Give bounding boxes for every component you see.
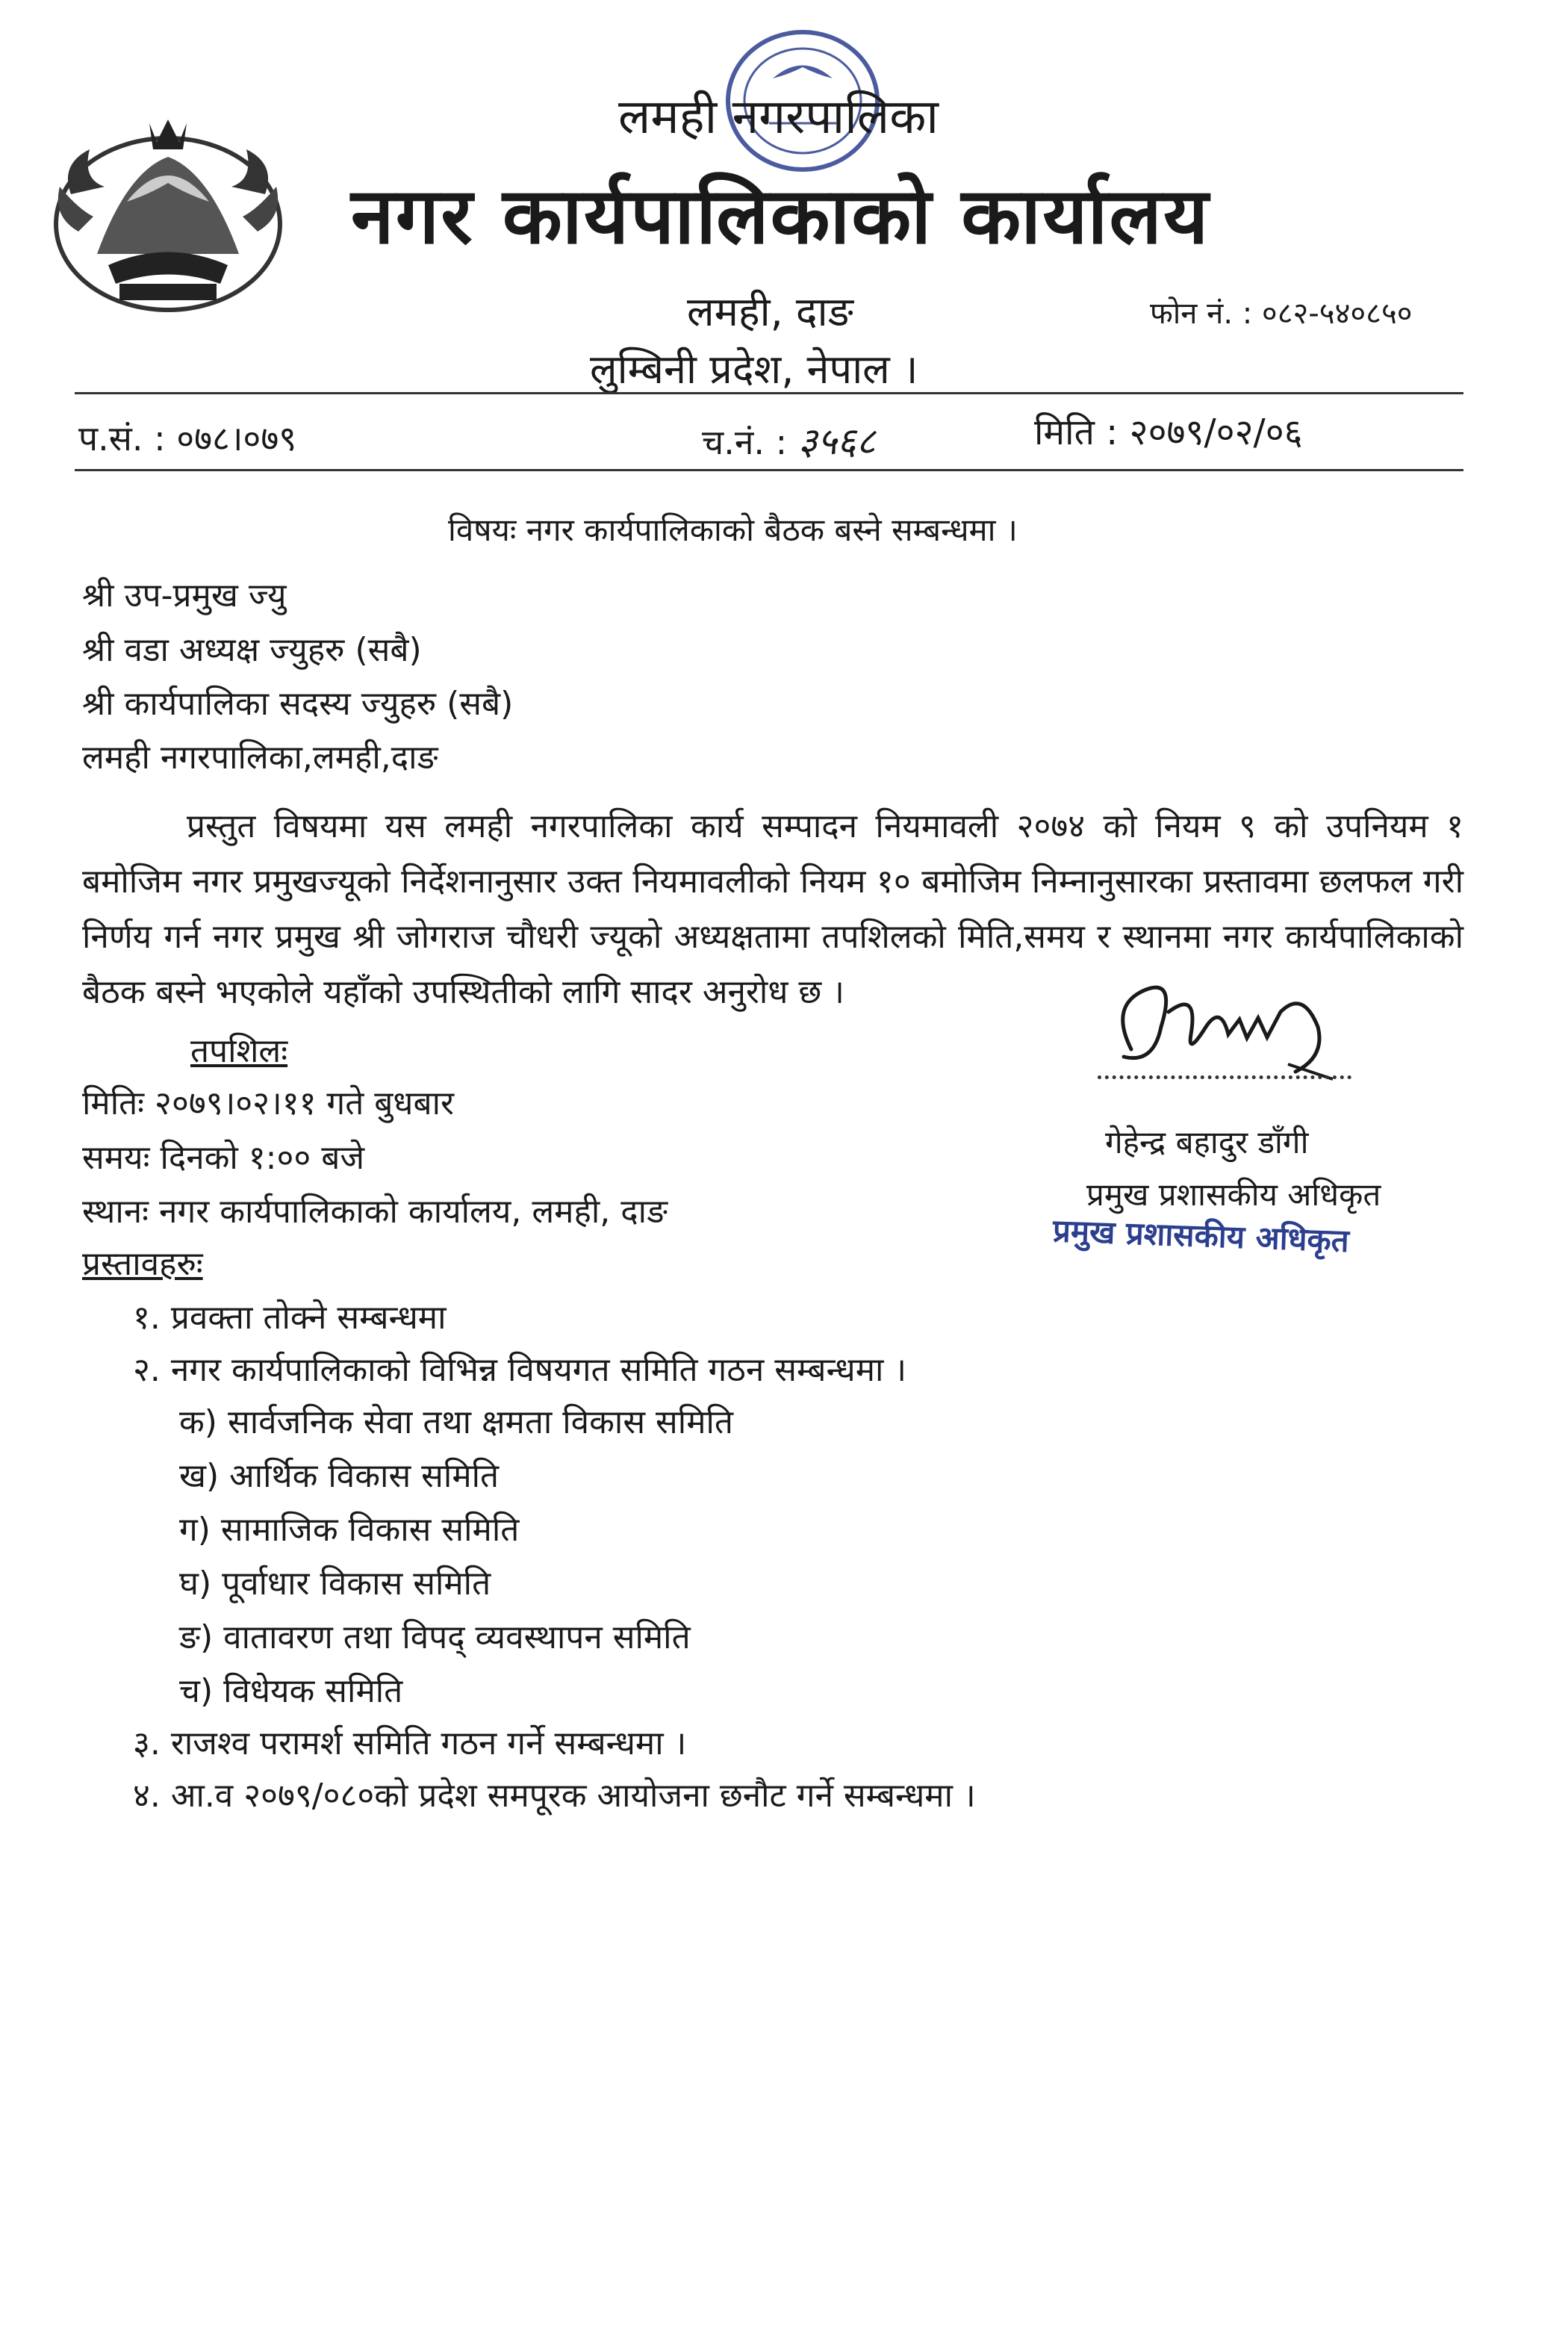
- designation-stamp: प्रमुख प्रशासकीय अधिकृत: [1052, 1212, 1350, 1259]
- proposal-subitem: ग) सामाजिक विकास समिति: [179, 1511, 520, 1549]
- proposal-subitem: ख) आर्थिक विकास समिति: [179, 1457, 500, 1495]
- office-city: लमही, दाङ: [687, 288, 853, 335]
- details-heading: तपशिलः: [190, 1032, 288, 1070]
- recipient-line: श्री वडा अध्यक्ष ज्युहरु (सबै): [82, 631, 422, 669]
- office-name: नगर कार्यपालिकाको कार्यालय: [351, 170, 1210, 261]
- header-divider-top: [75, 392, 1463, 394]
- proposal-item: ४. आ.व २०७९/०८०को प्रदेश समपूरक आयोजना छनौट गर्ने सम्बन्धमा ।: [133, 1777, 976, 1815]
- dispatch-number-handwritten: ३५६८: [797, 420, 876, 463]
- recipient-line: लमही नगरपालिका,लमही,दाङ: [82, 739, 438, 777]
- body-paragraph: प्रस्तुत विषयमा यस लमही नगरपालिका कार्य सम्पादन नियमावली २०७४ को नियम ९ को उपनियम १ बमोजिम नगर प्रमुखज्यूको निर्देशनानुसार उक्त नियमावलीको नियम १० बमोजिम निम्नानुसारका प्रस्तावमा छलफल गरी निर्णय गर्न नगर प्रमुख श्री जोगराज चौधरी ज्यूको अध्यक्षतामा तपशिलको मिति,समय र स्थानमा नगर कार्यपालिकाको बैठक बस्ने भएकोले यहाँको उपस्थितीको लागि सादर अनुरोध छ ।: [82, 807, 1463, 1011]
- dispatch-number: [702, 414, 876, 465]
- municipality-name: लमही नगरपालिका: [618, 90, 939, 145]
- proposal-item: १. प्रवक्ता तोक्ने सम्बन्धमा: [133, 1299, 447, 1337]
- proposal-item: ३. राजश्व परामर्श समिति गठन गर्ने सम्बन्धमा ।: [133, 1724, 687, 1762]
- office-phone: फोन नं. : ०८२-५४०८५०: [1150, 296, 1413, 331]
- reference-number: प.सं. : ०७८।०७९: [78, 418, 297, 459]
- signature-line: [1098, 1075, 1351, 1079]
- signer-title: प्रमुख प्रशासकीय अधिकृत: [1086, 1176, 1381, 1213]
- header-divider-bottom: [75, 469, 1463, 471]
- signer-name: गेहेन्द्र बहादुर डाँगी: [1105, 1124, 1309, 1161]
- letter-date: मिति : २०७९/०२/०६: [1034, 411, 1303, 453]
- recipient-line: श्री उप-प्रमुख ज्यु: [82, 577, 287, 615]
- nepal-emblem-icon: [37, 105, 299, 329]
- proposal-subitem: क) सार्वजनिक सेवा तथा क्षमता विकास समिति: [179, 1403, 733, 1441]
- proposal-item: २. नगर कार्यपालिकाको विभिन्न विषयगत समिति गठन सम्बन्धमा ।: [133, 1351, 907, 1389]
- meeting-place: स्थानः नगर कार्यपालिकाको कार्यालय, लमही, दाङ: [82, 1193, 668, 1231]
- proposals-heading: प्रस्तावहरुः: [82, 1245, 203, 1283]
- meeting-time: समयः दिनको १:०० बजे: [82, 1139, 365, 1177]
- proposal-subitem: ङ) वातावरण तथा विपद् व्यवस्थापन समिति: [179, 1618, 691, 1656]
- proposal-subitem: घ) पूर्वाधार विकास समिति: [179, 1565, 491, 1603]
- letter-subject: विषयः नगर कार्यपालिकाको बैठक बस्ने सम्बन्धमा ।: [448, 512, 1018, 548]
- handwritten-signature: [1101, 960, 1340, 1087]
- recipient-line: श्री कार्यपालिका सदस्य ज्युहरु (सबै): [82, 685, 514, 723]
- proposal-subitem: च) विधेयक समिति: [179, 1672, 403, 1710]
- office-province: लुम्बिनी प्रदेश, नेपाल ।: [590, 346, 918, 393]
- dispatch-label: च.नं. :: [702, 422, 798, 462]
- meeting-date: मितिः २०७९।०२।११ गते बुधबार: [82, 1084, 454, 1122]
